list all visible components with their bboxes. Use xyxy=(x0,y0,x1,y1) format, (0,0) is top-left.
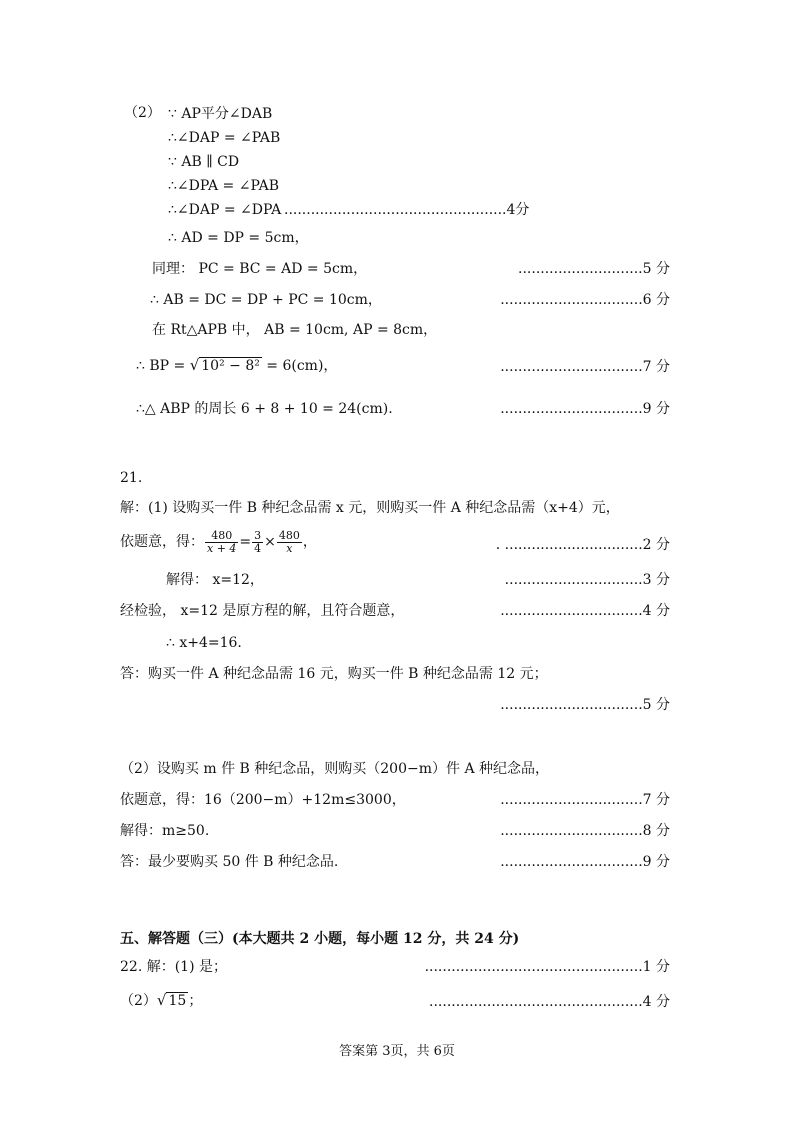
q21-line-7-score: ................................5 分 xyxy=(500,697,670,713)
part2-line-11-score: ................................9 分 xyxy=(500,401,670,417)
q21-line-5: ∴ x+4=16. xyxy=(166,635,242,651)
q21-line-2-prefix: 依题意，得： xyxy=(120,534,204,550)
q21-number: 21. xyxy=(120,470,143,486)
part2-line-10-prefix: ∴ BP = xyxy=(136,358,190,374)
equals-sign: = xyxy=(239,534,252,550)
part2-line-10-radicand: 10² − 8² xyxy=(201,358,260,374)
q22-line-2 xyxy=(120,991,202,1010)
times-sign: × xyxy=(264,534,276,550)
part2-line-9: 在 Rt△APB 中， AB = 10cm, AP = 8cm， xyxy=(152,322,438,338)
q21-line-2 xyxy=(120,528,317,556)
q21-part2-line-2-score: ................................7 分 xyxy=(500,792,670,808)
fraction-denominator: 4 xyxy=(254,541,262,555)
part2-line-10 xyxy=(136,356,337,375)
part2-line-1: ∵ AP平分∠DAB xyxy=(168,106,273,122)
q21-line-3: 解得： x=12， xyxy=(166,572,264,588)
part2-line-7-score: ............................5 分 xyxy=(518,261,670,277)
part2-line-4: ∴∠DPA = ∠PAB xyxy=(168,178,280,194)
q22-line-2-prefix: （2） xyxy=(120,993,157,1009)
q21-part2-line-2: 依题意，得：16（200−m）+12m≤3000， xyxy=(120,792,406,808)
sqrt-icon: √ xyxy=(156,991,167,1009)
fraction-numerator: 3 xyxy=(254,528,262,542)
q21-part2-line-1: （2）设购买 m 件 B 种纪念品，则购买（200−m）件 A 种纪念品， xyxy=(120,761,550,777)
fraction-denominator: x + 4 xyxy=(207,541,237,555)
q22-line-2-score: ................................................4 分 xyxy=(429,994,670,1010)
q21-line-3-score: ...............................3 分 xyxy=(504,572,670,588)
section-heading: 五、解答题（三）(本大题共 2 小题，每小题 12 分，共 24 分) xyxy=(120,931,520,947)
q21-line-2-suffix: ， xyxy=(302,534,317,550)
sqrt-icon: √ xyxy=(189,356,200,374)
q21-part2-line-3: 解得：m≥50. xyxy=(120,823,210,839)
part2-line-5-score: ..................................................4分 xyxy=(284,202,530,218)
fraction-3-over-4 xyxy=(252,530,263,555)
part2-line-3: ∵ AB ∥ CD xyxy=(168,154,240,170)
q22-line-2-radicand: 15 xyxy=(168,993,187,1009)
part2-line-10-suffix: = 6(cm)， xyxy=(261,358,338,374)
part2-line-8: ∴ AB = DC = DP + PC = 10cm， xyxy=(150,292,382,308)
part2-line-8-score: ................................6 分 xyxy=(500,292,670,308)
q21-line-6: 答：购买一件 A 种纪念品需 16 元，购买一件 B 种纪念品需 12 元； xyxy=(120,666,548,682)
part2-line-6: ∴ AD = DP = 5cm， xyxy=(168,230,309,246)
q22-line-1: 22. 解：(1) 是； xyxy=(120,959,227,975)
q21-part2-line-3-score: ................................8 分 xyxy=(500,823,670,839)
q21-line-4: 经检验， x=12 是原方程的解，且符合题意， xyxy=(120,603,405,619)
q22-line-1-score: .................................................1 分 xyxy=(424,959,670,975)
fraction-numerator: 480 xyxy=(205,530,238,543)
part2-line-2: ∴∠DAP = ∠PAB xyxy=(168,130,281,146)
q21-line-4-score: ................................4 分 xyxy=(500,603,670,619)
page-footer: 答案第 3页，共 6页 xyxy=(339,1044,455,1059)
part2-line-5: ∴∠DAP = ∠DPA xyxy=(168,202,282,218)
q21-line-1: 解：(1) 设购买一件 B 种纪念品需 x 元，则购买一件 A 种纪念品需（x+4）元， xyxy=(120,500,620,516)
q21-line-2-score: . ...............................2 分 xyxy=(495,537,670,553)
fraction-480-over-x xyxy=(277,530,302,555)
q22-line-2-suffix: ； xyxy=(188,993,203,1009)
part2-line-10-score: ................................7 分 xyxy=(500,359,670,375)
q21-part2-line-4: 答：最少要购买 50 件 B 种纪念品. xyxy=(120,854,339,870)
fraction-480-over-x-plus-4 xyxy=(205,530,238,555)
q21-part2-line-4-score: ................................9 分 xyxy=(500,854,670,870)
part2-line-11: ∴△ ABP 的周长 6 + 8 + 10 = 24(cm). xyxy=(136,401,393,417)
part2-line-7: 同理： PC = BC = AD = 5cm， xyxy=(152,261,368,277)
fraction-numerator: 480 xyxy=(278,528,300,542)
fraction-denominator: x xyxy=(286,541,293,555)
part2-label: （2） xyxy=(124,105,161,121)
